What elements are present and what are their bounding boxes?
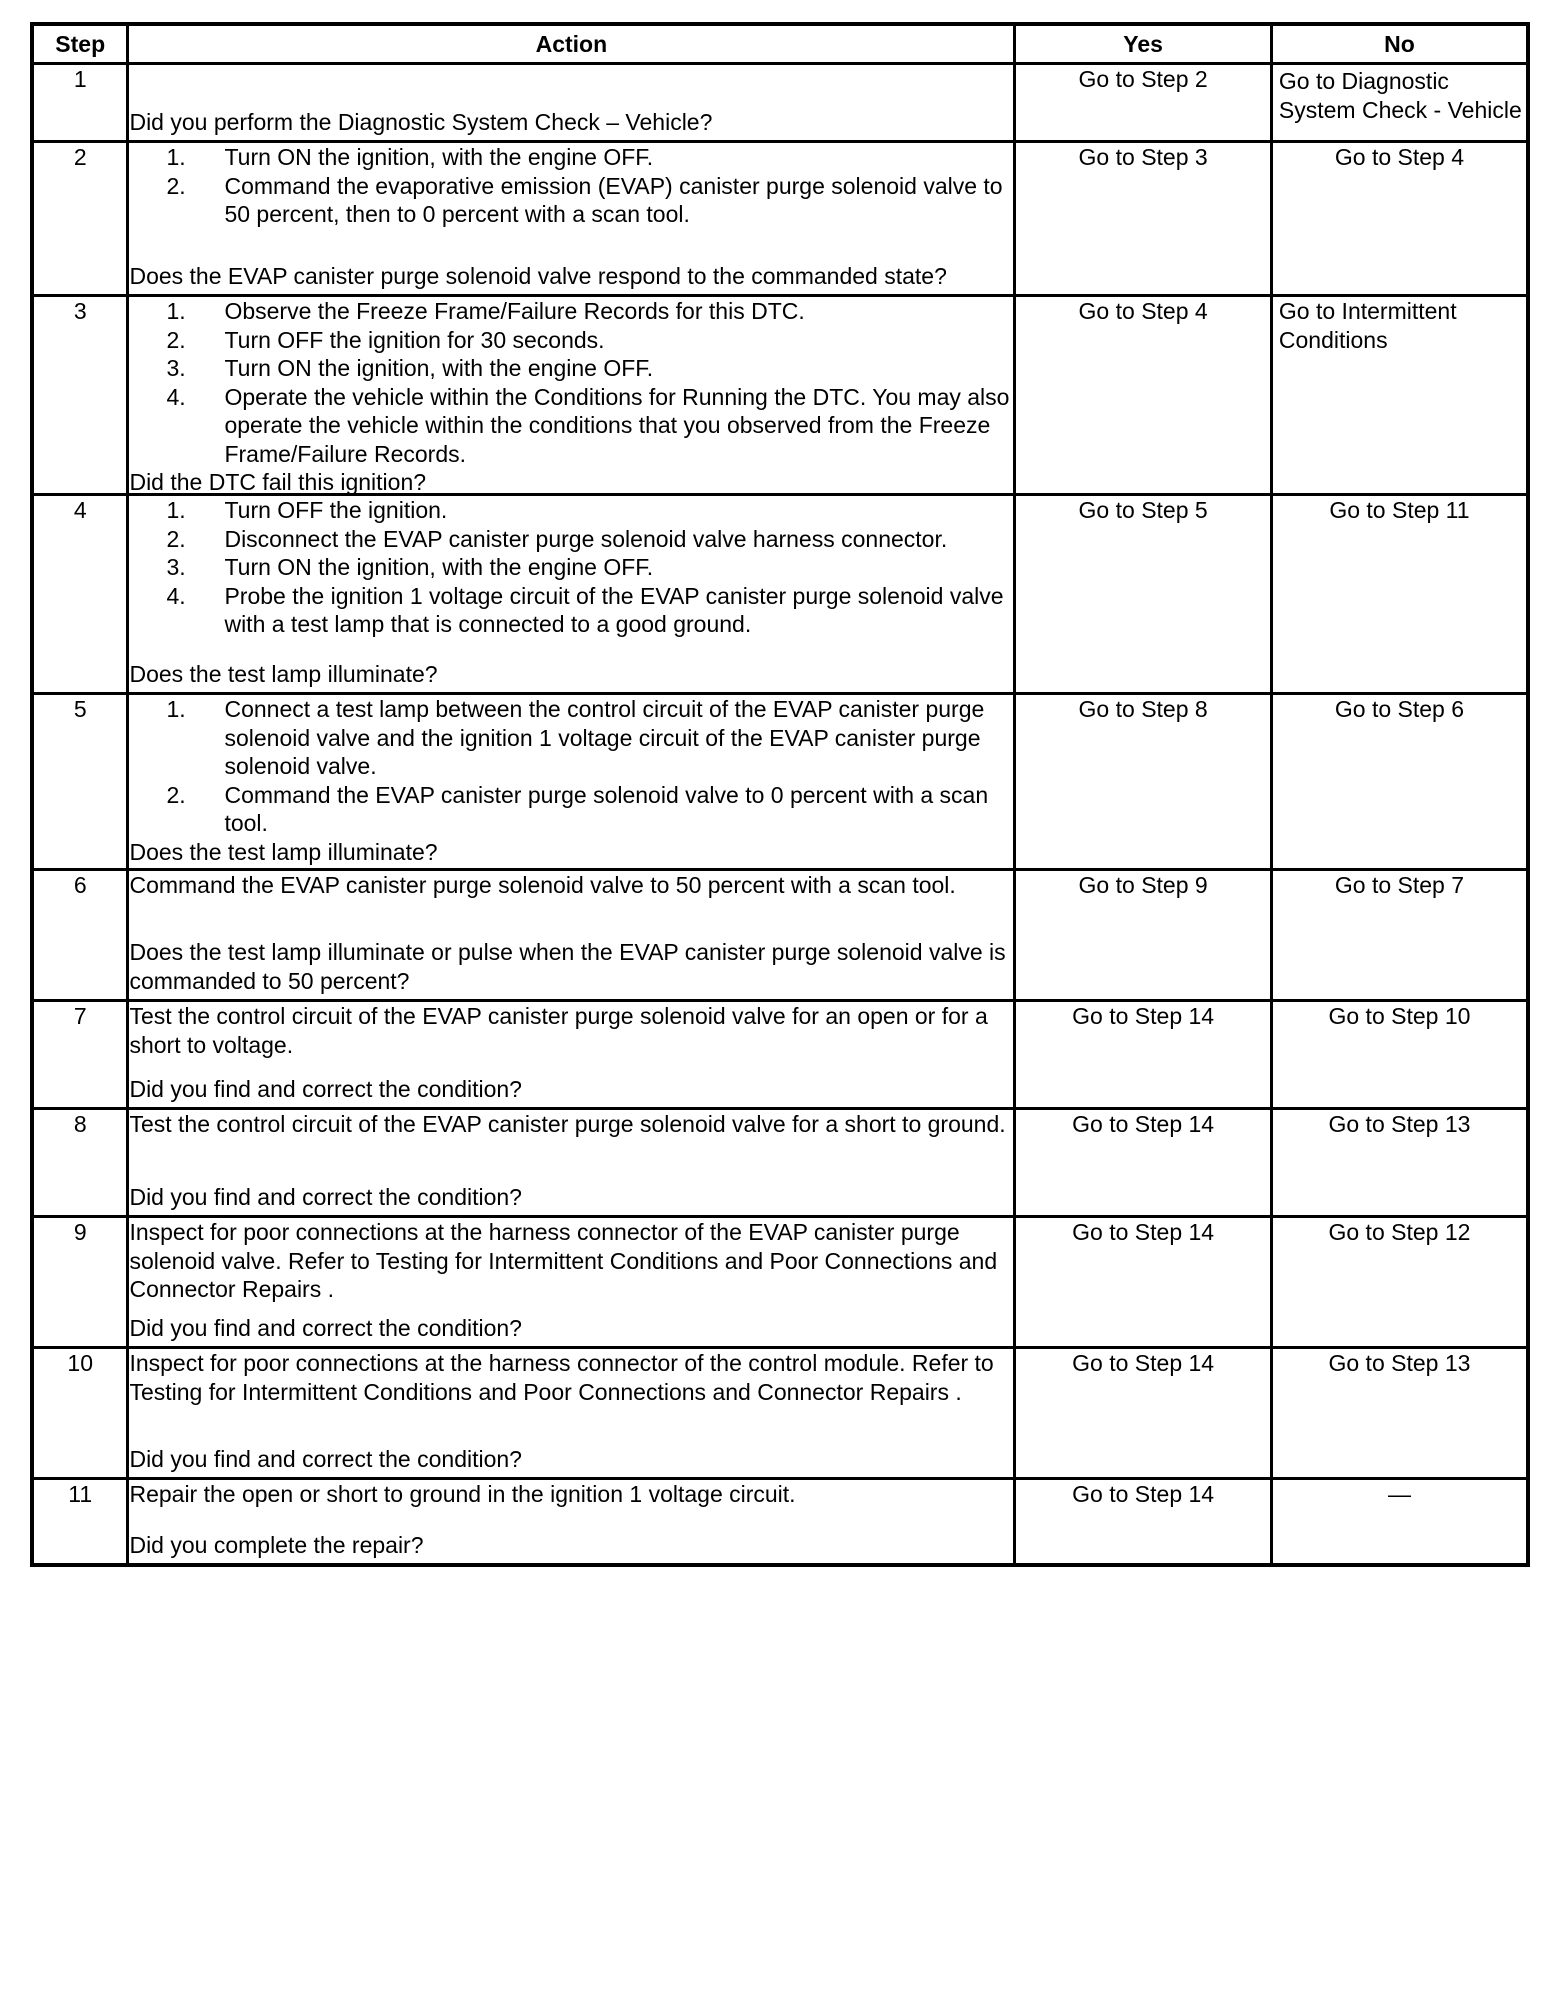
action-steps-list — [129, 496, 1013, 639]
action-step-text: Operate the vehicle within the Conditions for Running the DTC. You may also operate the vehicle within the conditions that you observed from the Freeze Frame/Failure Records. — [224, 383, 1010, 467]
action-instruction: Command the EVAP canister purge solenoid valve to 50 percent with a scan tool. — [129, 872, 956, 898]
action-question: Does the test lamp illuminate? — [129, 660, 438, 687]
yes-result: Go to Step 14 — [1015, 1109, 1272, 1217]
action-cell — [128, 1479, 1015, 1565]
step-number: 5 — [32, 694, 128, 870]
action-cell — [128, 296, 1015, 495]
action-step-item — [166, 582, 1013, 639]
action-question: Does the EVAP canister purge solenoid valve respond to the commanded state? — [129, 262, 947, 289]
table-row — [32, 64, 1528, 142]
action-steps-list — [129, 297, 1013, 468]
action-step-text: Probe the ignition 1 voltage circuit of the EVAP canister purge solenoid valve with a test lamp that is connected to a good ground. — [224, 582, 1004, 637]
action-step-text: Command the evaporative emission (EVAP) canister purge solenoid valve to 50 percent, then to 0 percent with a scan tool. — [224, 172, 1003, 227]
action-question: Did you find and correct the condition? — [129, 1183, 522, 1210]
step-number: 2 — [32, 142, 128, 296]
yes-result: Go to Step 4 — [1015, 296, 1272, 495]
step-number: 10 — [32, 1348, 128, 1479]
no-result: Go to Step 11 — [1271, 495, 1528, 694]
step-number: 3 — [32, 296, 128, 495]
action-step-number: 3. — [166, 355, 186, 381]
action-step-item — [166, 695, 1013, 781]
action-step-item — [166, 383, 1013, 469]
action-question: Does the test lamp illuminate? — [129, 838, 438, 865]
step-number: 4 — [32, 495, 128, 694]
step-number: 8 — [32, 1109, 128, 1217]
table-row — [32, 870, 1528, 1001]
action-cell — [128, 870, 1015, 1001]
action-cell — [128, 1001, 1015, 1109]
step-number: 11 — [32, 1479, 128, 1565]
action-step-number: 2. — [166, 326, 186, 353]
action-steps-list — [129, 143, 1013, 229]
action-step-number: 1. — [166, 696, 186, 722]
action-step-number: 1. — [166, 298, 186, 324]
action-cell — [128, 142, 1015, 296]
action-instruction: Test the control circuit of the EVAP canister purge solenoid valve for an open or for a short to voltage. — [129, 1003, 988, 1058]
action-question: Did you perform the Diagnostic System Check – Vehicle? — [129, 108, 713, 135]
diagnostic-document — [30, 22, 1530, 1567]
action-cell — [128, 694, 1015, 870]
action-step-item — [166, 496, 1013, 525]
action-step-item — [166, 297, 1013, 326]
no-result: Go to Step 13 — [1271, 1348, 1528, 1479]
action-step-number: 1. — [166, 497, 186, 523]
no-result: Go to Step 10 — [1271, 1001, 1528, 1109]
action-cell — [128, 64, 1015, 142]
action-step-item — [166, 354, 1013, 383]
action-step-text: Turn ON the ignition, with the engine OFF. — [224, 554, 654, 580]
table-body — [32, 64, 1528, 1565]
table-row — [32, 142, 1528, 296]
action-step-text: Turn ON the ignition, with the engine OFF. — [224, 144, 654, 170]
action-cell — [128, 495, 1015, 694]
action-step-item — [166, 172, 1013, 229]
action-step-text: Turn ON the ignition, with the engine OFF. — [224, 355, 654, 381]
table-row — [32, 1479, 1528, 1565]
yes-result: Go to Step 14 — [1015, 1217, 1272, 1348]
table-row — [32, 296, 1528, 495]
action-question: Did you complete the repair? — [129, 1531, 424, 1558]
action-step-number: 4. — [166, 383, 186, 410]
action-instruction: Repair the open or short to ground in the ignition 1 voltage circuit. — [129, 1481, 796, 1507]
no-result: Go to Step 12 — [1271, 1217, 1528, 1348]
no-result: Go to Diagnostic System Check - Vehicle — [1271, 64, 1528, 142]
table-row — [32, 495, 1528, 694]
action-step-item — [166, 143, 1013, 172]
action-question: Did you find and correct the condition? — [129, 1445, 522, 1472]
action-step-text: Disconnect the EVAP canister purge solenoid valve harness connector. — [224, 525, 948, 552]
action-instruction: Inspect for poor connections at the harness connector of the EVAP canister purge solenoid valve. Refer to Testing for Intermittent Conditions and Poor Connections and Connector Repairs . — [129, 1219, 998, 1302]
header-step: Step — [32, 24, 128, 64]
action-step-item — [166, 525, 1013, 554]
action-question: Does the test lamp illuminate or pulse when the EVAP canister purge solenoid valve is commanded to 50 percent? — [129, 939, 1006, 994]
no-result: Go to Intermittent Conditions — [1271, 296, 1528, 495]
no-result: — — [1271, 1479, 1528, 1565]
action-question: Did you find and correct the condition? — [129, 1314, 522, 1341]
action-step-number: 2. — [166, 781, 186, 808]
action-instruction: Inspect for poor connections at the harness connector of the control module. Refer to Testing for Intermittent Conditions and Poor Connections and Connector Repairs . — [129, 1350, 994, 1405]
action-question: Did the DTC fail this ignition? — [129, 469, 427, 495]
action-step-text: Turn OFF the ignition. — [224, 497, 448, 523]
step-number: 7 — [32, 1001, 128, 1109]
table-row — [32, 1217, 1528, 1348]
yes-result: Go to Step 2 — [1015, 64, 1272, 142]
diagnostic-table — [30, 22, 1530, 1567]
no-result: Go to Step 13 — [1271, 1109, 1528, 1217]
table-row — [32, 1109, 1528, 1217]
action-step-text: Observe the Freeze Frame/Failure Records for this DTC. — [224, 298, 805, 324]
yes-result: Go to Step 14 — [1015, 1479, 1272, 1565]
table-row — [32, 1348, 1528, 1479]
action-step-item — [166, 553, 1013, 582]
action-step-item — [166, 781, 1013, 838]
yes-result: Go to Step 14 — [1015, 1001, 1272, 1109]
header-action: Action — [128, 24, 1015, 64]
step-number: 1 — [32, 64, 128, 142]
header-row — [32, 24, 1528, 64]
step-number: 6 — [32, 870, 128, 1001]
action-cell — [128, 1109, 1015, 1217]
action-instruction: Test the control circuit of the EVAP canister purge solenoid valve for a short to ground. — [129, 1111, 1006, 1137]
yes-result: Go to Step 3 — [1015, 142, 1272, 296]
step-number: 9 — [32, 1217, 128, 1348]
action-cell — [128, 1348, 1015, 1479]
action-step-text: Turn OFF the ignition for 30 seconds. — [224, 326, 605, 353]
action-step-number: 4. — [166, 582, 186, 609]
no-result: Go to Step 7 — [1271, 870, 1528, 1001]
action-step-item — [166, 326, 1013, 355]
header-yes: Yes — [1015, 24, 1272, 64]
table-row — [32, 694, 1528, 870]
action-step-text: Command the EVAP canister purge solenoid valve to 0 percent with a scan tool. — [224, 781, 989, 836]
action-step-number: 2. — [166, 172, 186, 199]
table-row — [32, 1001, 1528, 1109]
action-step-number: 2. — [166, 525, 186, 552]
yes-result: Go to Step 14 — [1015, 1348, 1272, 1479]
action-step-number: 3. — [166, 554, 186, 580]
no-result: Go to Step 4 — [1271, 142, 1528, 296]
action-steps-list — [129, 695, 1013, 838]
yes-result: Go to Step 8 — [1015, 694, 1272, 870]
yes-result: Go to Step 9 — [1015, 870, 1272, 1001]
action-cell — [128, 1217, 1015, 1348]
header-no: No — [1271, 24, 1528, 64]
action-question: Did you find and correct the condition? — [129, 1075, 522, 1102]
action-step-number: 1. — [166, 144, 186, 170]
yes-result: Go to Step 5 — [1015, 495, 1272, 694]
action-step-text: Connect a test lamp between the control circuit of the EVAP canister purge solenoid valve and the ignition 1 voltage circuit of the EVAP canister purge solenoid valve. — [224, 696, 985, 779]
no-result: Go to Step 6 — [1271, 694, 1528, 870]
